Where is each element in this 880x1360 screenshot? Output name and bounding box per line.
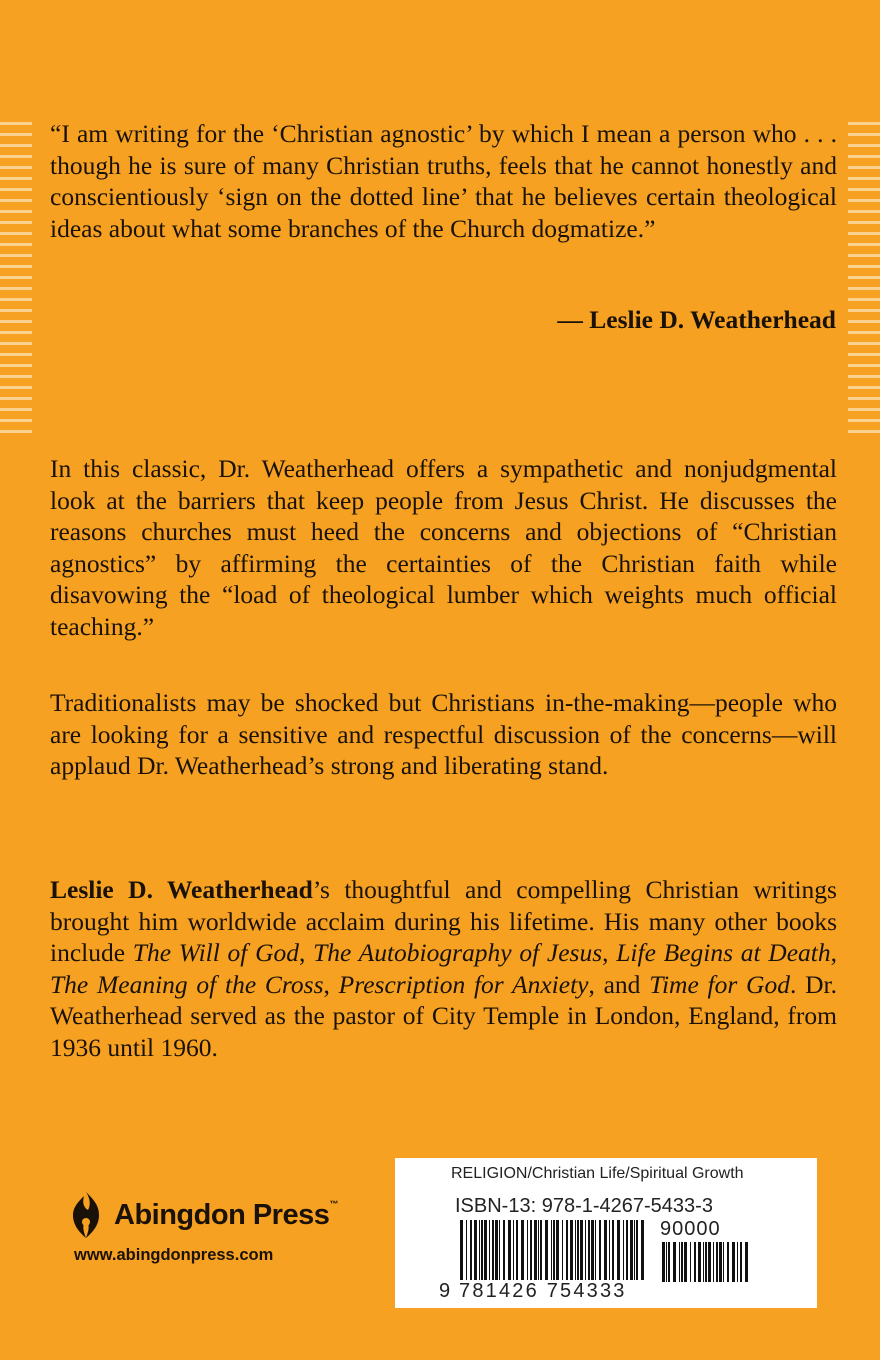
barcode-bar — [636, 1220, 638, 1280]
barcode-bar — [662, 1242, 665, 1282]
separator: , — [299, 938, 314, 968]
barcode-bar — [577, 1220, 579, 1280]
left-stripe-decoration — [0, 122, 32, 433]
barcode-bar — [538, 1220, 539, 1280]
barcode-bar — [634, 1220, 635, 1280]
barcode-bar — [740, 1242, 742, 1282]
barcode-bar — [713, 1242, 714, 1282]
barcode-bar — [716, 1242, 718, 1282]
barcode-bar — [604, 1220, 607, 1280]
book-title: Life Begins at Death — [616, 938, 831, 968]
publisher-name: Abingdon Press™ — [114, 1198, 338, 1231]
author-bio — [50, 874, 837, 1064]
publisher-block — [66, 1190, 338, 1265]
barcode-bar — [479, 1220, 480, 1280]
barcode-image — [458, 1220, 648, 1280]
author-name: Leslie D. Weatherhead — [50, 875, 313, 904]
book-title: The Autobiography of Jesus — [313, 938, 603, 968]
barcode-bar — [580, 1220, 583, 1280]
barcode-bar — [681, 1242, 683, 1282]
price-code: 90000 — [660, 1218, 721, 1240]
barcode-bar — [723, 1242, 724, 1282]
barcode-bar — [719, 1242, 722, 1282]
barcode-bar — [508, 1220, 511, 1280]
barcode-bar — [489, 1220, 490, 1280]
barcode-bar — [666, 1242, 667, 1282]
barcode-bar — [684, 1242, 687, 1282]
book-title: Time for God — [649, 969, 790, 999]
barcode-bar — [484, 1220, 487, 1280]
barcode-bar — [591, 1220, 594, 1280]
category-label: RELIGION/Christian Life/Spiritual Growth — [451, 1165, 744, 1182]
barcode-bar — [513, 1220, 514, 1280]
barcode-bar — [545, 1220, 548, 1280]
barcode-bar — [551, 1220, 552, 1280]
barcode-bar — [534, 1220, 537, 1280]
barcode-bar — [570, 1220, 573, 1280]
separator: , — [602, 938, 617, 968]
isbn-label: ISBN-13: 978-1-4267-5433-3 — [455, 1195, 713, 1217]
quote-attribution: — Leslie D. Weatherhead — [557, 305, 836, 334]
barcode-bar — [460, 1220, 463, 1280]
barcode-bar — [527, 1220, 528, 1280]
barcode-bar — [690, 1242, 691, 1282]
barcode-bar — [553, 1220, 555, 1280]
barcode-bar — [630, 1220, 633, 1280]
barcode-addon-image — [660, 1242, 750, 1282]
bio-outro: . Dr. Weatherhead served as the pastor of City Temple in London, England, from 1936 until 1960. — [50, 969, 837, 1062]
barcode-bar — [585, 1220, 586, 1280]
barcode-bar — [540, 1220, 542, 1280]
barcode-bar — [556, 1220, 559, 1280]
barcode-bar — [612, 1220, 614, 1280]
barcode-digits: 781426 754333 — [459, 1280, 627, 1302]
right-stripe-decoration — [848, 122, 880, 433]
book-title: Prescription for Anxiety — [338, 969, 589, 999]
barcode-bar — [599, 1220, 601, 1280]
barcode-bar — [481, 1220, 483, 1280]
book-title: The Will of God — [132, 938, 300, 968]
description-paragraph-2: Traditionalists may be shocked but Christians in-the-making—people who are looking for a sensitive and respectful discussion of the concerns—will applaud Dr. Weatherhead’s strong and liberating stand. — [50, 688, 837, 781]
barcode-bar — [495, 1220, 498, 1280]
barcode-bar — [521, 1220, 524, 1280]
barcode-bar — [595, 1220, 596, 1280]
barcode-bar — [575, 1220, 576, 1280]
barcode-bar — [727, 1242, 729, 1282]
barcode-bar — [562, 1220, 563, 1280]
barcode-bar — [499, 1220, 500, 1280]
barcode-bar — [708, 1242, 711, 1282]
barcode-bar — [492, 1220, 494, 1280]
barcode-bar — [668, 1242, 670, 1282]
barcode-bar — [705, 1242, 707, 1282]
barcode-bar — [503, 1220, 505, 1280]
barcode-bar — [516, 1220, 518, 1280]
barcode-bar — [641, 1220, 644, 1280]
barcode-bar — [732, 1242, 735, 1282]
barcode-bar — [588, 1220, 590, 1280]
barcode-bar — [623, 1220, 624, 1280]
barcode-bar — [679, 1242, 680, 1282]
barcode-bar — [566, 1220, 568, 1280]
separator: , — [323, 969, 339, 999]
barcode-bar — [737, 1242, 738, 1282]
barcode-bar — [694, 1242, 696, 1282]
barcode-lead-digit: 9 — [439, 1280, 451, 1302]
book-title: The Meaning of the Cross — [50, 969, 324, 999]
barcode-box — [395, 1158, 817, 1308]
description-paragraph-1: In this classic, Dr. Weatherhead offers a sympathetic and nonjudgmental look at the barriers that keep people from Jesus Christ. He discusses the reasons churches must heed the concerns and objections of “Christian agnostics” by affirming the certainties of the Christian faith while disavowing the “load of theological lumber which weights much official teaching.” — [50, 454, 837, 641]
barcode-bar — [703, 1242, 704, 1282]
bio-intro: ’s thoughtful and compelling Christian writings brought him worldwide acclaim during his lifetime. His many other books include — [50, 875, 837, 968]
barcode-bar — [626, 1220, 628, 1280]
barcode-bar — [466, 1220, 467, 1280]
barcode-bar — [609, 1220, 610, 1280]
publisher-url: www.abingdonpress.com — [74, 1246, 274, 1264]
barcode-bar — [617, 1220, 620, 1280]
pull-quote: “I am writing for the ‘Christian agnostic’ by which I mean a person who . . . though he is sure of many Christian truths, feels that he cannot honestly and conscientiously ‘sign on the dotted line’ that he believes certain theological ideas about what some branches of the Church dogmatize.” — [50, 119, 837, 243]
barcode-bar — [530, 1220, 532, 1280]
barcode-bar — [470, 1220, 472, 1280]
separator: , — [830, 938, 837, 968]
flame-icon — [66, 1190, 106, 1240]
barcode-bar — [673, 1242, 676, 1282]
separator: , and — [588, 969, 650, 999]
barcode-bar — [745, 1242, 748, 1282]
barcode-bar — [474, 1220, 477, 1280]
barcode-bar — [698, 1242, 701, 1282]
